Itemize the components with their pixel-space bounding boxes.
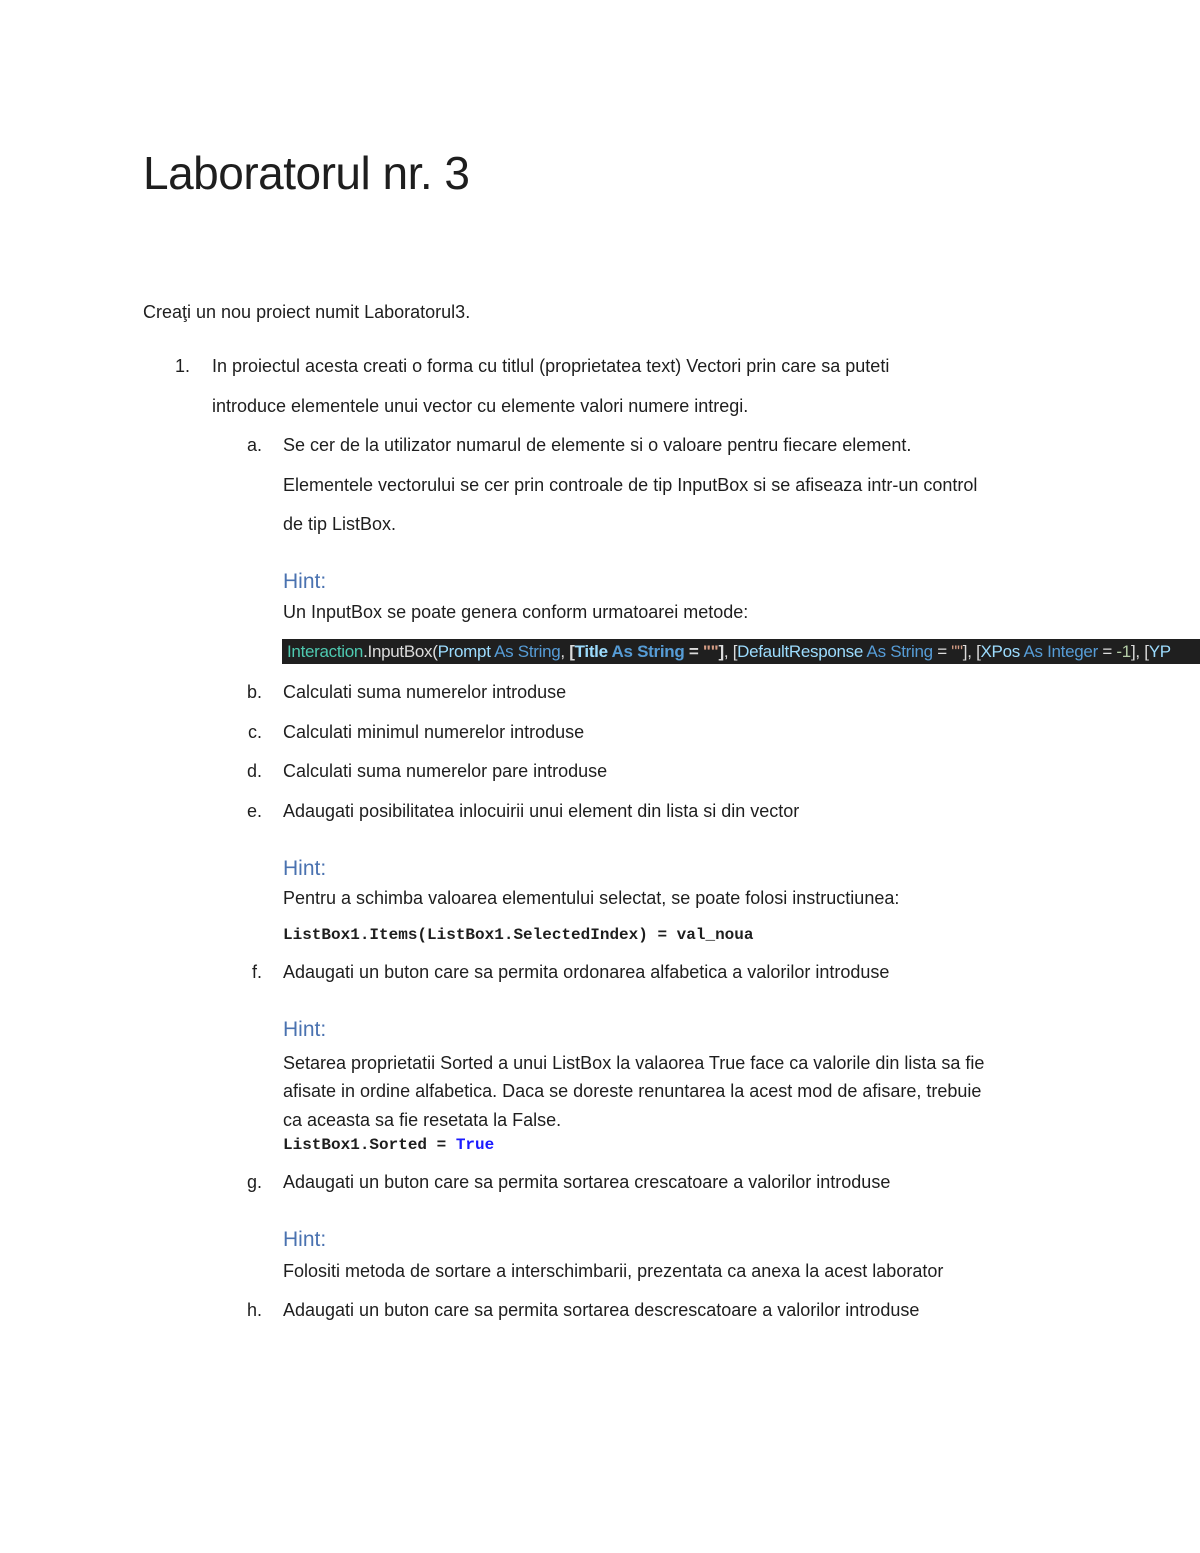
intro-text: Creaţi un nou proiect numit Laboratorul3. xyxy=(143,302,471,322)
item-e-text: Adaugati posibilitatea inlocuirii unui element din lista si din vector xyxy=(283,801,800,821)
task1-line1: In proiectul acesta creati o forma cu titlul (proprietatea text) Vectori prin care sa puteti xyxy=(212,356,890,376)
hint-label-e: Hint: xyxy=(283,857,327,880)
item-a-line1: Se cer de la utilizator numarul de elemente si o valoare pentru fiecare element. xyxy=(283,435,912,455)
hint-text-e: Pentru a schimba valoarea elementului selectat, se poate folosi instructiunea: xyxy=(283,888,900,908)
item-h-text: Adaugati un buton care sa permita sortarea descrescatoare a valorilor introduse xyxy=(283,1300,920,1320)
hint-f-line3: ca aceasta sa fie resetata la False. xyxy=(283,1110,562,1130)
code-class: Interaction xyxy=(287,642,364,661)
page-title: Laboratorul nr. 3 xyxy=(143,147,470,199)
list-marker-b: b. xyxy=(246,682,262,702)
item-a-line3: de tip ListBox. xyxy=(283,514,397,534)
hint-label-g: Hint: xyxy=(283,1228,327,1251)
list-marker-g: g. xyxy=(246,1172,262,1192)
item-c-text: Calculati minimul numerelor introduse xyxy=(283,722,585,742)
list-marker-e: e. xyxy=(246,801,262,821)
item-a-line2: Elementele vectorului se cer prin controale de tip InputBox si se afiseaza intr-un control xyxy=(283,475,978,495)
hint-f-line1: Setarea proprietatii Sorted a unui ListBox la valaorea True face ca valorile din lista sa fie xyxy=(283,1053,985,1073)
item-d-text: Calculati suma numerelor pare introduse xyxy=(283,761,608,781)
hint-label-f: Hint: xyxy=(283,1018,327,1041)
list-marker-d: d. xyxy=(246,761,262,781)
hint-text-g: Folositi metoda de sortare a interschimbarii, prezentata ca anexa la acest laborator xyxy=(283,1261,944,1281)
list-marker-a: a. xyxy=(246,435,262,455)
list-marker-c: c. xyxy=(247,722,262,742)
code-sorted: ListBox1.Sorted = True xyxy=(283,1136,495,1154)
hint-text-a: Un InputBox se poate genera conform urmatoarei metode: xyxy=(283,602,749,622)
item-f-text: Adaugati un buton care sa permita ordonarea alfabetica a valorilor introduse xyxy=(283,962,890,982)
inputbox-signature-code: Interaction.InputBox(Prompt As String, [Title As String = ""], [DefaultResponse As String = ""], [XPos As Integer = -1], [YP xyxy=(282,639,1200,664)
list-marker-1: 1. xyxy=(174,356,190,376)
list-marker-f: f. xyxy=(251,962,262,982)
hint-f-line2: afisate in ordine alfabetica. Daca se doreste renuntarea la acest mod de afisare, trebuie xyxy=(283,1081,982,1101)
code-selected-index: ListBox1.Items(ListBox1.SelectedIndex) = val_noua xyxy=(283,926,754,944)
list-marker-h: h. xyxy=(246,1300,262,1320)
item-g-text: Adaugati un buton care sa permita sortarea crescatoare a valorilor introduse xyxy=(283,1172,891,1192)
hint-label-a: Hint: xyxy=(283,570,327,593)
item-b-text: Calculati suma numerelor introduse xyxy=(283,682,567,702)
task1-line2: introduce elementele unui vector cu elemente valori numere intregi. xyxy=(212,396,749,416)
code-method: InputBox xyxy=(367,642,433,661)
